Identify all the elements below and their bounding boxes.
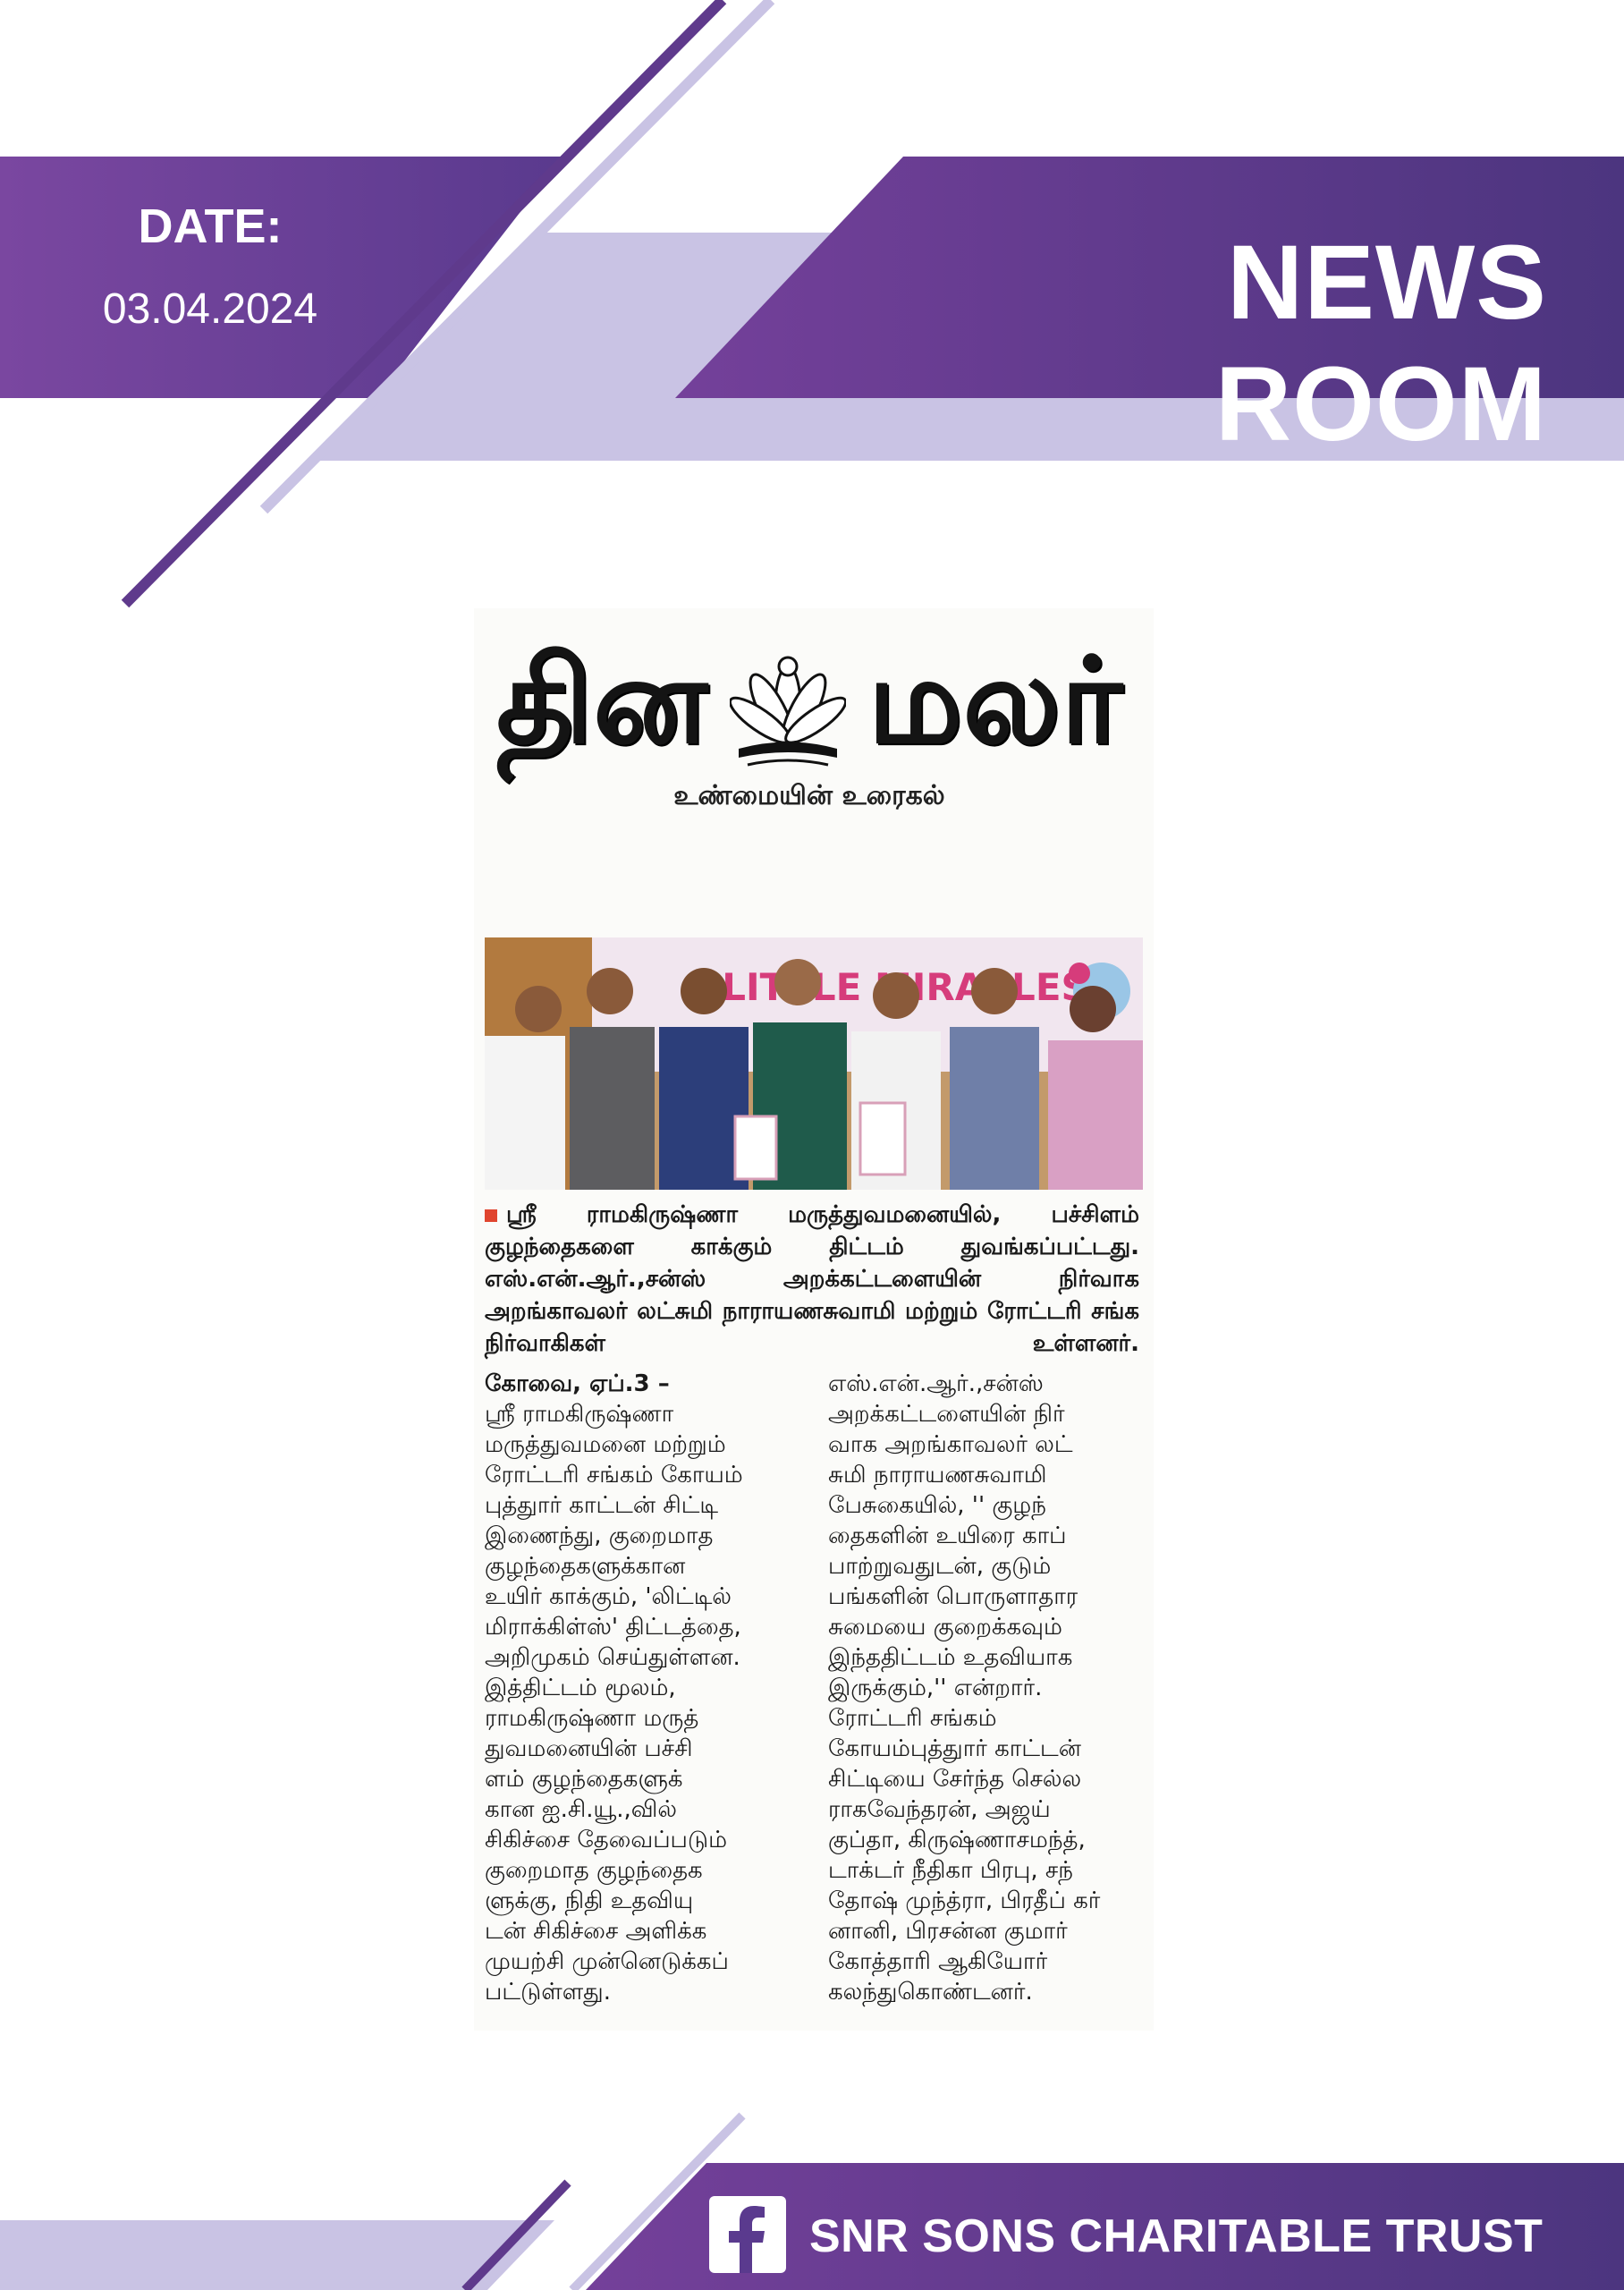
newspaper-masthead — [496, 632, 1122, 780]
news-photo — [485, 937, 1143, 1190]
article-dateline: கோவை, ஏப்.3 – — [485, 1370, 670, 1397]
facebook-icon[interactable] — [709, 2196, 786, 2273]
page-title: NEWS ROOM — [1214, 224, 1547, 463]
article-column-1 — [485, 1369, 798, 2007]
date-label: DATE: — [138, 199, 283, 253]
masthead-right-text: மலர் — [867, 632, 1122, 770]
masthead-left-text: தின — [496, 632, 708, 770]
caption-bullet-icon — [485, 1209, 497, 1222]
lotus-logo-icon — [730, 641, 846, 776]
date-value: 03.04.2024 — [102, 285, 318, 333]
caption-text: ஸ்ரீ ராமகிருஷ்ணா மருத்துவமனையில், பச்சிளம் குழந்தைகளை காக்கும் திட்டம் துவங்கப்பட்டது. எஸ்.என்.ஆர்.,சன்ஸ் அறக்கட்டளையின் நிர்வாக அறங்காவலர் லட்சுமி நாராயணசுவாமி மற்றும் ரோட்டரி சங்க நிர்வாகிகள் உள்ளனர். — [485, 1201, 1139, 1357]
photo-caption — [485, 1199, 1139, 1360]
footer-org-name: SNR SONS CHARITABLE TRUST — [809, 2210, 1544, 2262]
article-column-2: எஸ்.என்.ஆர்.,சன்ஸ் அறக்கட்டளையின் நிர் வாக அறங்காவலர் லட் சுமி நாராயணசுவாமி பேசுகையில், '' குழந் தைகளின் உயிரை காப் பாற்றுவதுடன், குடும் பங்களின் பொருளாதார சுமையை குறைக்கவும் இந்ததிட்டம் உதவியாக இருக்கும்,'' என்றார். ரோட்டரி சங்கம் கோயம்புத்துார் காட்டன் சிட்டியை சேர்ந்த செல்ல ராகவேந்தரன், அஜய் குப்தா, கிருஷ்ணாசமந்த், டாக்டர் நீதிகா பிரபு, சந் தோஷ் முந்த்ரா, பிரதீப் கர் னானி, பிரசன்ன குமார் கோத்தாரி ஆகியோர் கலந்துகொண்டனர். — [828, 1370, 1101, 2006]
article-column-1-text: ஸ்ரீ ராமகிருஷ்ணா மருத்துவமனை மற்றும் ரோட்டரி சங்கம் கோயம் புத்துார் காட்டன் சிட்டி இணைந்து, குறைமாத குழந்தைகளுக்கான உயிர் காக்கும், 'லிட்டில் மிராக்கிள்ஸ்' திட்டத்தை, அறிமுகம் செய்துள்ளன. இத்திட்டம் மூலம், ராமகிருஷ்ணா மருத் துவமனையின் பச்சி ளம் குழந்தைகளுக் கான ஐ.சி.யூ.,வில் சிகிச்சை தேவைப்படும் குறைமாத குழந்தைக ளுக்கு, நிதி உதவியு டன் சிகிச்சை அளிக்க முயற்சி முன்னெடுக்கப் பட்டுள்ளது. — [485, 1401, 743, 2006]
masthead-tagline: உண்மையின் உரைகல் — [673, 780, 945, 811]
